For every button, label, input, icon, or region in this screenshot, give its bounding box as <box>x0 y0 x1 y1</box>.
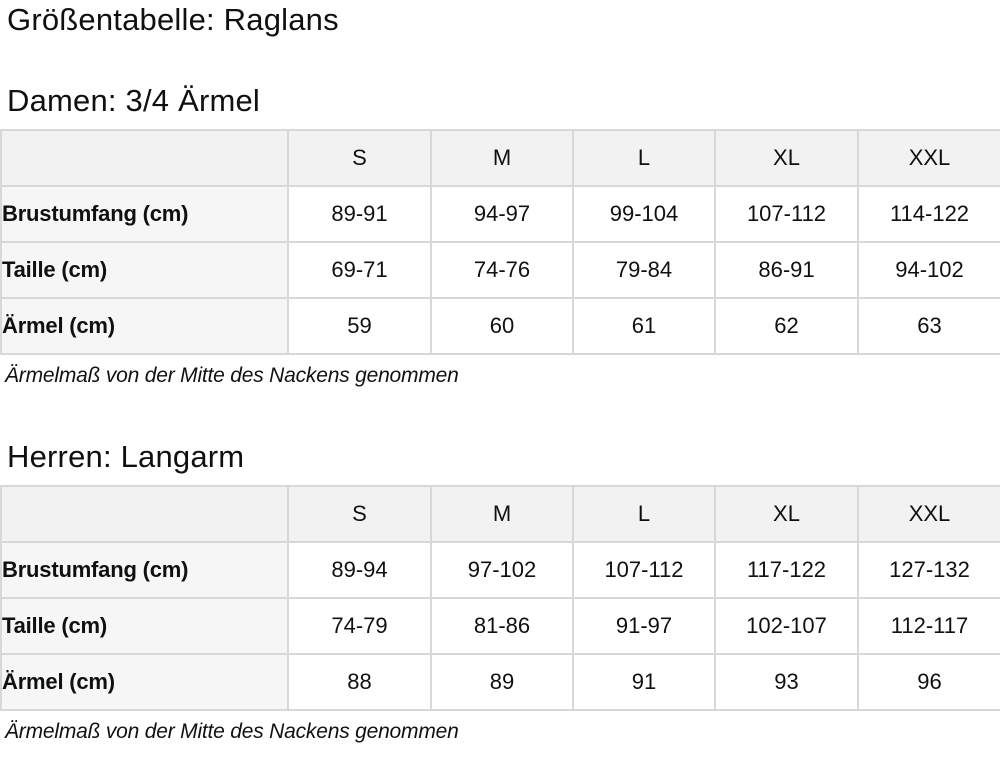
size-cell: 86-91 <box>715 242 858 298</box>
page-title: Größentabelle: Raglans <box>7 2 339 37</box>
column-header-xl: XL <box>715 486 858 542</box>
size-cell: 97-102 <box>431 542 573 598</box>
row-label-taille: Taille (cm) <box>1 242 288 298</box>
size-cell: 89-91 <box>288 186 431 242</box>
column-header-xxl: XXL <box>858 130 1000 186</box>
size-cell: 96 <box>858 654 1000 710</box>
row-label-brustumfang: Brustumfang (cm) <box>1 186 288 242</box>
size-cell: 59 <box>288 298 431 354</box>
row-label-taille: Taille (cm) <box>1 598 288 654</box>
size-cell: 93 <box>715 654 858 710</box>
size-cell: 89-94 <box>288 542 431 598</box>
corner-cell <box>1 486 288 542</box>
section-heading-herren: Herren: Langarm <box>7 439 245 474</box>
table-header-row <box>1 130 1000 186</box>
size-cell: 99-104 <box>573 186 715 242</box>
column-header-m: M <box>431 486 573 542</box>
size-cell: 74-76 <box>431 242 573 298</box>
size-cell: 79-84 <box>573 242 715 298</box>
measurement-note-damen: Ärmelmaß von der Mitte des Nackens genommen <box>5 364 459 387</box>
size-cell: 60 <box>431 298 573 354</box>
size-cell: 63 <box>858 298 1000 354</box>
size-cell: 127-132 <box>858 542 1000 598</box>
corner-cell <box>1 130 288 186</box>
section-heading-damen: Damen: 3/4 Ärmel <box>7 83 261 118</box>
section-herren <box>0 439 1000 744</box>
size-cell: 62 <box>715 298 858 354</box>
column-header-s: S <box>288 486 431 542</box>
size-cell: 117-122 <box>715 542 858 598</box>
size-cell: 94-97 <box>431 186 573 242</box>
row-label-aermel: Ärmel (cm) <box>1 298 288 354</box>
column-header-s: S <box>288 130 431 186</box>
size-table-herren <box>0 485 1000 711</box>
table-row-aermel <box>1 654 1000 710</box>
size-cell: 107-112 <box>573 542 715 598</box>
size-cell: 81-86 <box>431 598 573 654</box>
column-header-m: M <box>431 130 573 186</box>
table-row-aermel <box>1 298 1000 354</box>
size-cell: 94-102 <box>858 242 1000 298</box>
column-header-xl: XL <box>715 130 858 186</box>
table-row-taille <box>1 598 1000 654</box>
size-cell: 69-71 <box>288 242 431 298</box>
table-row-brustumfang <box>1 542 1000 598</box>
column-header-xxl: XXL <box>858 486 1000 542</box>
row-label-aermel: Ärmel (cm) <box>1 654 288 710</box>
size-cell: 102-107 <box>715 598 858 654</box>
size-cell: 88 <box>288 654 431 710</box>
row-label-brustumfang: Brustumfang (cm) <box>1 542 288 598</box>
size-cell: 91-97 <box>573 598 715 654</box>
size-cell: 114-122 <box>858 186 1000 242</box>
measurement-note-herren: Ärmelmaß von der Mitte des Nackens genommen <box>5 720 459 743</box>
size-table-damen <box>0 129 1000 355</box>
size-cell: 74-79 <box>288 598 431 654</box>
table-row-taille <box>1 242 1000 298</box>
column-header-l: L <box>573 486 715 542</box>
section-damen <box>0 83 1000 388</box>
table-header-row <box>1 486 1000 542</box>
table-row-brustumfang <box>1 186 1000 242</box>
size-cell: 61 <box>573 298 715 354</box>
size-cell: 107-112 <box>715 186 858 242</box>
size-cell: 112-117 <box>858 598 1000 654</box>
size-cell: 91 <box>573 654 715 710</box>
size-cell: 89 <box>431 654 573 710</box>
column-header-l: L <box>573 130 715 186</box>
